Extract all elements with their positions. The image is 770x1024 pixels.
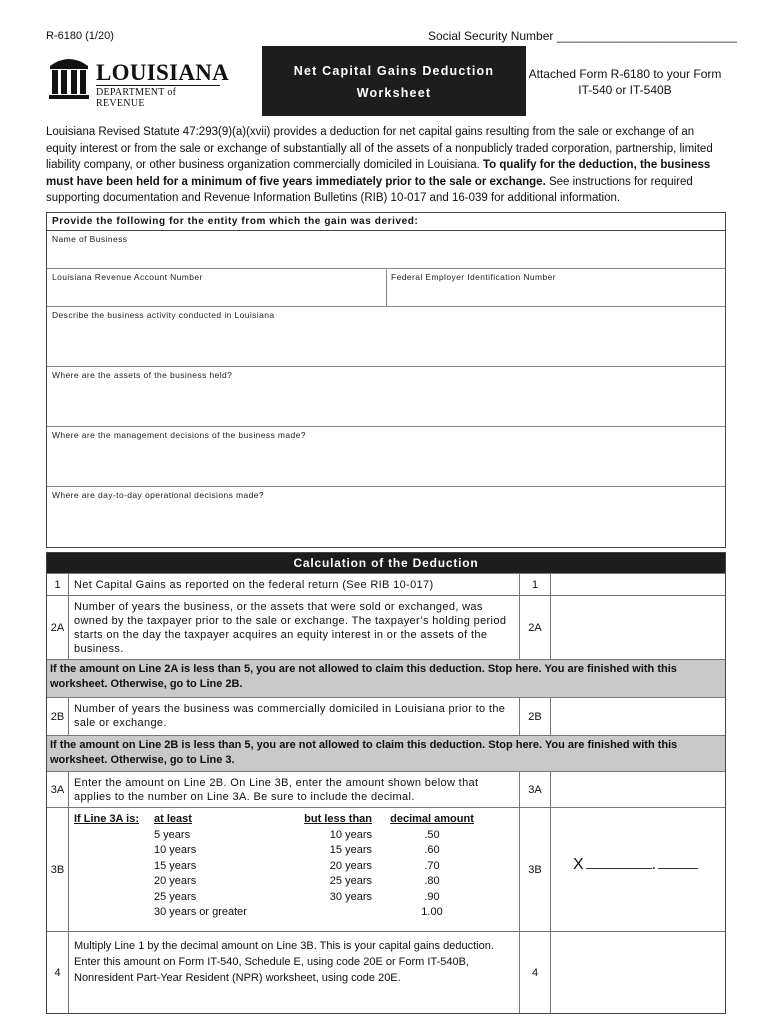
but-less-header: but less than [304, 813, 372, 825]
pelican-columns-icon [46, 54, 92, 100]
line-2a-amount-input[interactable] [551, 596, 725, 659]
fein-label: Federal Employer Identification Number [391, 272, 556, 282]
business-name-label: Name of Business [52, 234, 128, 244]
line-2b-warning: If the amount on Line 2B is less than 5, you are not allowed to claim this deduction. Stop here. You are finished with this worksheet. Otherwise, go to Line 3. [47, 735, 725, 771]
ssn-field[interactable]: Social Security Number ___________________________ [428, 29, 737, 43]
account-number-field[interactable] [47, 269, 387, 306]
assets-label: Where are the assets of the business held? [52, 370, 233, 380]
table-cell: 25 years [329, 875, 372, 887]
but-less-column [262, 812, 372, 905]
line-number: 2B [47, 698, 69, 735]
intro-text-2: See instructions for required supporting documentation and Revenue Information Bulletins (RIB) 10-017 and 16-039 for additional information. [46, 175, 693, 204]
table-cell: 30 years or greater [154, 906, 247, 918]
logo [46, 54, 230, 109]
table-cell: .90 [424, 890, 440, 903]
table-cell: 10 years [154, 844, 197, 856]
line-number: 1 [47, 574, 69, 595]
intro-paragraph [46, 124, 726, 207]
table-cell: 20 years [329, 859, 372, 872]
management-label: Where are the management decisions of the business made? [52, 430, 306, 440]
line-2b-row [47, 697, 725, 735]
logo-name: LOUISIANA [96, 60, 230, 85]
at-least-column [154, 812, 247, 921]
attach-note: Attached Form R-6180 to your Form IT-540 or IT-540B [528, 67, 722, 97]
x-mark: X [573, 856, 584, 873]
table-cell: 25 years [154, 890, 197, 903]
line-ref: 2A [519, 596, 551, 659]
table-cell: 30 years [329, 890, 372, 903]
line-4-amount-input[interactable] [551, 932, 725, 1013]
operations-label: Where are day-to-day operational decisions made? [52, 490, 264, 500]
line-text: Enter the amount on Line 2B. On Line 3B, enter the amount shown below that applies to the number on Line 3A. Be sure to include the decimal. [74, 777, 479, 803]
title-box [262, 46, 526, 116]
business-name-field[interactable] [47, 231, 725, 269]
if-label: If Line 3A is: [74, 813, 139, 825]
line-2a-row [47, 595, 725, 659]
calculation-section [46, 552, 726, 1014]
table-cell: 1.00 [421, 906, 443, 918]
table-cell: 15 years [154, 859, 197, 872]
line-1-amount-input[interactable] [551, 574, 725, 595]
intro-text-bold: To qualify for the deduction, the business must have been held for a minimum of five years immediately prior to the sale or exchange. [46, 159, 711, 188]
line-3a-amount-input[interactable] [551, 772, 725, 807]
line-3b-amount-input[interactable] [551, 808, 725, 931]
assets-field[interactable] [47, 367, 725, 427]
decimal-column [382, 812, 482, 921]
line-number: 2A [47, 596, 69, 659]
logo-rule [96, 85, 220, 86]
line-number: 3A [47, 772, 69, 807]
logo-department: DEPARTMENT of REVENUE [96, 87, 177, 109]
line-2b-amount-input[interactable] [551, 698, 725, 735]
line-text: Number of years the business was commercially domiciled in Louisiana prior to the sale or exchange. [74, 703, 506, 729]
decimal-header: decimal amount [390, 813, 474, 825]
line-4-row [47, 931, 725, 1013]
table-cell: .50 [424, 828, 440, 841]
management-field[interactable] [47, 427, 725, 487]
activity-label: Describe the business activity conducted in Louisiana [52, 310, 275, 320]
form-title: Net Capital Gains Deduction [293, 64, 495, 78]
at-least-header: at least [154, 813, 192, 825]
line-ref: 3B [519, 808, 551, 931]
line-text: Number of years the business, or the assets that were sold or exchanged, was owned by the taxpayer prior to the sale or exchange. The taxpayer’s holding period starts on the day the taxpayer acquires an equity interest in or the assets of the business. [74, 601, 507, 655]
calculation-heading: Calculation of the Deduction [47, 553, 725, 573]
line-ref: 4 [519, 932, 551, 1013]
account-row [47, 269, 725, 307]
table-cell: .80 [424, 875, 440, 887]
table-cell: 15 years [329, 844, 372, 856]
line-2a-warning: If the amount on Line 2A is less than 5, you are not allowed to claim this deduction. Stop here. You are finished with this worksheet. Otherwise, go to Line 2B. [47, 659, 725, 697]
line-ref: 1 [519, 574, 551, 595]
account-number-label: Louisiana Revenue Account Number [52, 272, 203, 282]
entity-heading: Provide the following for the entity from which the gain was derived: [47, 213, 725, 231]
fraction-blank [658, 857, 698, 869]
table-cell: 5 years [154, 828, 191, 841]
activity-field[interactable] [47, 307, 725, 367]
table-cell: 20 years [154, 875, 197, 887]
line-number: 3B [47, 808, 69, 931]
line-text: Multiply Line 1 by the decimal amount on Line 3B. This is your capital gains deduction. Enter this amount on Form IT-540, Schedule E, using code 20E or Form IT-540B, Nonresident Part-Year Resident (NPR) worksheet, using code 20E. [74, 940, 494, 984]
line-ref: 2B [519, 698, 551, 735]
operations-field[interactable] [47, 487, 725, 547]
table-cell: .70 [424, 859, 440, 872]
entity-info-section [46, 212, 726, 548]
line-3a-row [47, 771, 725, 807]
line-number: 4 [47, 932, 69, 1013]
fein-field[interactable] [387, 269, 725, 306]
intro-text-1: Louisiana Revised Statute 47:293(9)(a)(xvii) provides a deduction for net capital gains resulting from the sale or exchange of an equity interest or from the sale or exchange of substantially all of the assets of a nonpublicly traded corporation, partnership, limited liability company, or other business organization commercially domiciled in Louisiana. [46, 126, 713, 171]
decimal-point: . [651, 856, 657, 873]
decimal-entry [573, 856, 698, 874]
line-text: Net Capital Gains as reported on the federal return (See RIB 10-017) [74, 579, 434, 591]
form-subtitle: Worksheet [356, 86, 432, 100]
decimal-table-if-label [74, 812, 139, 828]
line-ref: 3A [519, 772, 551, 807]
whole-blank [586, 857, 652, 869]
form-id: R-6180 (1/20) [46, 30, 114, 42]
line-3b-row [47, 807, 725, 931]
table-cell: .60 [424, 844, 440, 856]
line-1-row [47, 573, 725, 595]
table-cell: 10 years [329, 828, 372, 841]
